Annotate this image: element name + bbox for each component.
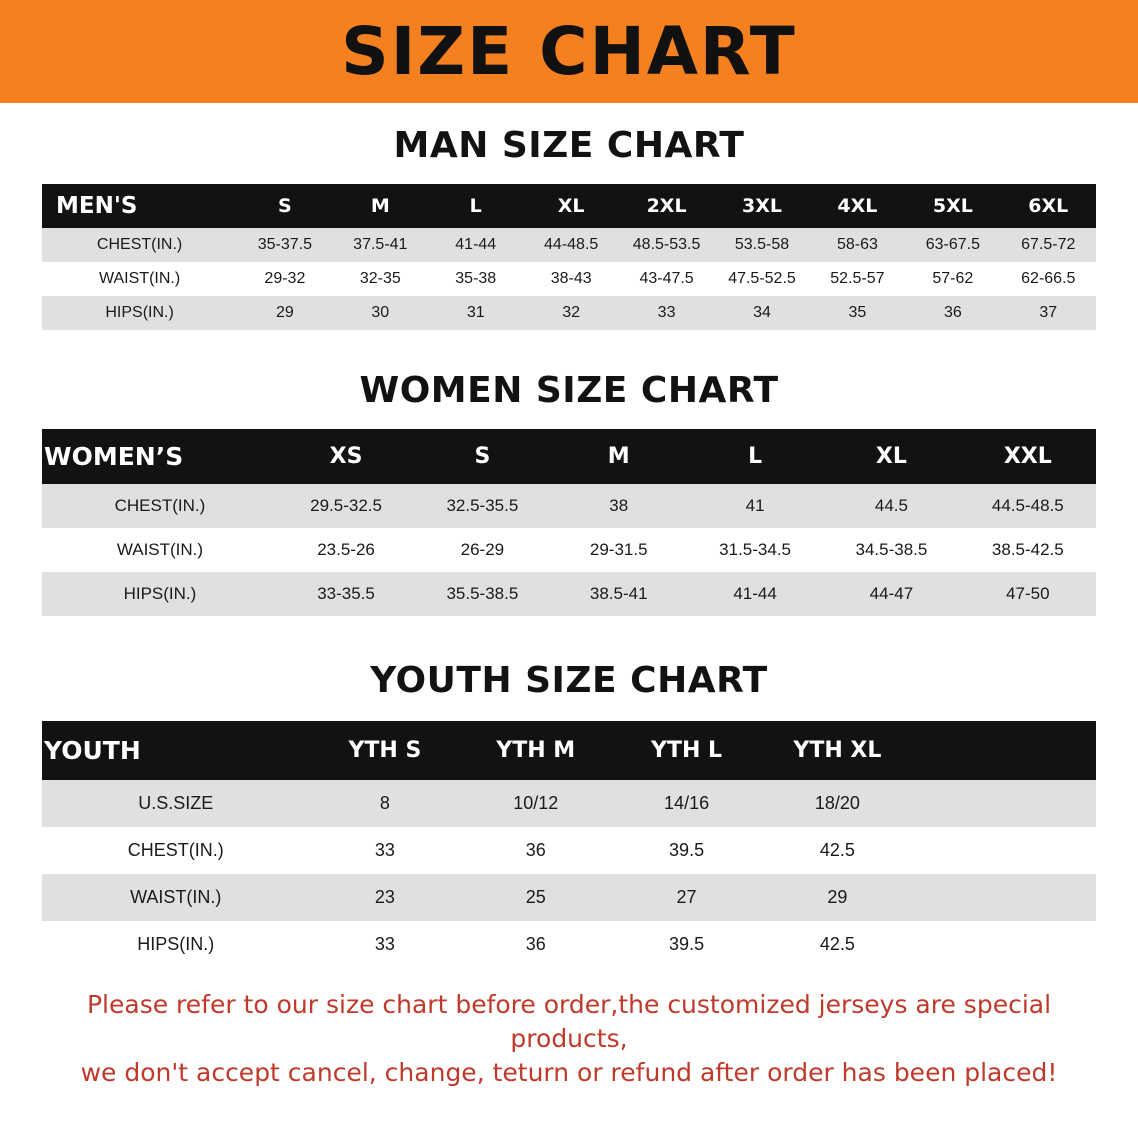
men-cell-2-5: 34	[714, 296, 809, 330]
table-row	[42, 296, 1096, 330]
youth-table-head	[42, 721, 1096, 780]
women-cell-0-2: 38	[551, 484, 687, 528]
women-cell-1-3: 31.5-34.5	[687, 528, 823, 572]
men-cell-0-8: 67.5-72	[1001, 228, 1096, 262]
table-row	[42, 874, 1096, 921]
men-cell-1-6: 52.5-57	[810, 262, 905, 296]
men-col-2: L	[428, 184, 523, 228]
men-col-0: S	[237, 184, 332, 228]
women-cell-2-3: 41-44	[687, 572, 823, 616]
men-cell-1-0: 29-32	[237, 262, 332, 296]
women-table-head	[42, 429, 1096, 484]
men-header-row	[42, 184, 1096, 228]
men-col-5: 3XL	[714, 184, 809, 228]
men-cell-2-8: 37	[1001, 296, 1096, 330]
youth-cell-2-spacer	[913, 874, 1096, 921]
youth-cell-3-0: 33	[310, 921, 461, 968]
youth-col-2: YTH L	[611, 721, 762, 780]
women-cell-2-5: 47-50	[960, 572, 1096, 616]
youth-col-spacer	[913, 721, 1096, 780]
disclaimer-note	[40, 988, 1098, 1089]
table-row	[42, 528, 1096, 572]
youth-section-heading: YOUTH SIZE CHART	[370, 660, 768, 701]
men-cell-1-7: 57-62	[905, 262, 1000, 296]
men-table-body	[42, 228, 1096, 330]
men-cell-2-4: 33	[619, 296, 714, 330]
men-cell-2-1: 30	[333, 296, 428, 330]
banner	[0, 0, 1138, 103]
youth-cell-0-3: 18/20	[762, 780, 913, 827]
youth-cell-0-spacer	[913, 780, 1096, 827]
page-title: SIZE CHART	[341, 12, 797, 90]
men-cell-0-0: 35-37.5	[237, 228, 332, 262]
women-row-2-label: HIPS(IN.)	[42, 572, 278, 616]
men-table-head	[42, 184, 1096, 228]
women-table-body	[42, 484, 1096, 616]
disclaimer-line-1: Please refer to our size chart before order,the customized jerseys are special products,	[86, 990, 1052, 1053]
men-corner-label: MEN'S	[42, 184, 237, 228]
women-col-2: M	[551, 429, 687, 484]
youth-cell-3-1: 36	[460, 921, 611, 968]
youth-row-2-label: WAIST(IN.)	[42, 874, 310, 921]
youth-row-3-label: HIPS(IN.)	[42, 921, 310, 968]
women-cell-1-1: 26-29	[414, 528, 550, 572]
women-cell-2-4: 44-47	[823, 572, 959, 616]
men-cell-0-4: 48.5-53.5	[619, 228, 714, 262]
women-col-3: L	[687, 429, 823, 484]
men-col-4: 2XL	[619, 184, 714, 228]
women-cell-0-0: 29.5-32.5	[278, 484, 414, 528]
men-cell-2-0: 29	[237, 296, 332, 330]
youth-row-0-label: U.S.SIZE	[42, 780, 310, 827]
men-cell-0-5: 53.5-58	[714, 228, 809, 262]
women-section-heading: WOMEN SIZE CHART	[359, 370, 779, 411]
men-cell-0-3: 44-48.5	[523, 228, 618, 262]
youth-cell-2-0: 23	[310, 874, 461, 921]
youth-header-row	[42, 721, 1096, 780]
women-row-1-label: WAIST(IN.)	[42, 528, 278, 572]
women-cell-1-4: 34.5-38.5	[823, 528, 959, 572]
youth-row-1-label: CHEST(IN.)	[42, 827, 310, 874]
men-cell-1-1: 32-35	[333, 262, 428, 296]
men-col-1: M	[333, 184, 428, 228]
men-cell-0-1: 37.5-41	[333, 228, 428, 262]
women-col-1: S	[414, 429, 550, 484]
youth-cell-2-3: 29	[762, 874, 913, 921]
youth-cell-3-3: 42.5	[762, 921, 913, 968]
men-row-2-label: HIPS(IN.)	[42, 296, 237, 330]
youth-table-body	[42, 780, 1096, 968]
men-col-7: 5XL	[905, 184, 1000, 228]
men-cell-0-6: 58-63	[810, 228, 905, 262]
table-row	[42, 780, 1096, 827]
men-row-0-label: CHEST(IN.)	[42, 228, 237, 262]
table-row	[42, 827, 1096, 874]
youth-col-3: YTH XL	[762, 721, 913, 780]
women-size-table-wrap	[42, 429, 1096, 616]
disclaimer-line-2: we don't accept cancel, change, teturn or refund after order has been placed!	[80, 1057, 1058, 1087]
men-size-table-wrap	[42, 184, 1096, 330]
men-cell-1-5: 47.5-52.5	[714, 262, 809, 296]
women-cell-1-2: 29-31.5	[551, 528, 687, 572]
women-row-0-label: CHEST(IN.)	[42, 484, 278, 528]
youth-cell-1-0: 33	[310, 827, 461, 874]
women-cell-0-4: 44.5	[823, 484, 959, 528]
men-col-3: XL	[523, 184, 618, 228]
table-row	[42, 921, 1096, 968]
men-cell-1-4: 43-47.5	[619, 262, 714, 296]
youth-corner-label: YOUTH	[42, 721, 310, 780]
women-cell-2-0: 33-35.5	[278, 572, 414, 616]
women-cell-1-5: 38.5-42.5	[960, 528, 1096, 572]
men-cell-0-2: 41-44	[428, 228, 523, 262]
women-header-row	[42, 429, 1096, 484]
men-col-6: 4XL	[810, 184, 905, 228]
men-cell-1-3: 38-43	[523, 262, 618, 296]
youth-cell-3-spacer	[913, 921, 1096, 968]
women-cell-0-5: 44.5-48.5	[960, 484, 1096, 528]
youth-cell-1-spacer	[913, 827, 1096, 874]
women-col-5: XXL	[960, 429, 1096, 484]
youth-size-table	[42, 721, 1096, 968]
men-cell-0-7: 63-67.5	[905, 228, 1000, 262]
table-row	[42, 262, 1096, 296]
men-size-table	[42, 184, 1096, 330]
women-cell-0-1: 32.5-35.5	[414, 484, 550, 528]
men-cell-2-6: 35	[810, 296, 905, 330]
women-col-4: XL	[823, 429, 959, 484]
youth-cell-1-3: 42.5	[762, 827, 913, 874]
men-row-1-label: WAIST(IN.)	[42, 262, 237, 296]
men-cell-2-2: 31	[428, 296, 523, 330]
women-cell-1-0: 23.5-26	[278, 528, 414, 572]
men-cell-2-7: 36	[905, 296, 1000, 330]
youth-cell-1-2: 39.5	[611, 827, 762, 874]
youth-cell-1-1: 36	[460, 827, 611, 874]
youth-cell-2-1: 25	[460, 874, 611, 921]
women-corner-label: WOMEN’S	[42, 429, 278, 484]
youth-cell-0-2: 14/16	[611, 780, 762, 827]
table-row	[42, 572, 1096, 616]
youth-size-table-wrap	[42, 721, 1096, 968]
youth-cell-3-2: 39.5	[611, 921, 762, 968]
man-section-heading: MAN SIZE CHART	[393, 125, 745, 166]
men-col-8: 6XL	[1001, 184, 1096, 228]
youth-col-0: YTH S	[310, 721, 461, 780]
women-cell-2-2: 38.5-41	[551, 572, 687, 616]
youth-cell-0-0: 8	[310, 780, 461, 827]
youth-cell-2-2: 27	[611, 874, 762, 921]
men-cell-2-3: 32	[523, 296, 618, 330]
youth-cell-0-1: 10/12	[460, 780, 611, 827]
table-row	[42, 484, 1096, 528]
women-cell-2-1: 35.5-38.5	[414, 572, 550, 616]
youth-col-1: YTH M	[460, 721, 611, 780]
women-col-0: XS	[278, 429, 414, 484]
women-cell-0-3: 41	[687, 484, 823, 528]
women-size-table	[42, 429, 1096, 616]
men-cell-1-2: 35-38	[428, 262, 523, 296]
table-row	[42, 228, 1096, 262]
men-cell-1-8: 62-66.5	[1001, 262, 1096, 296]
